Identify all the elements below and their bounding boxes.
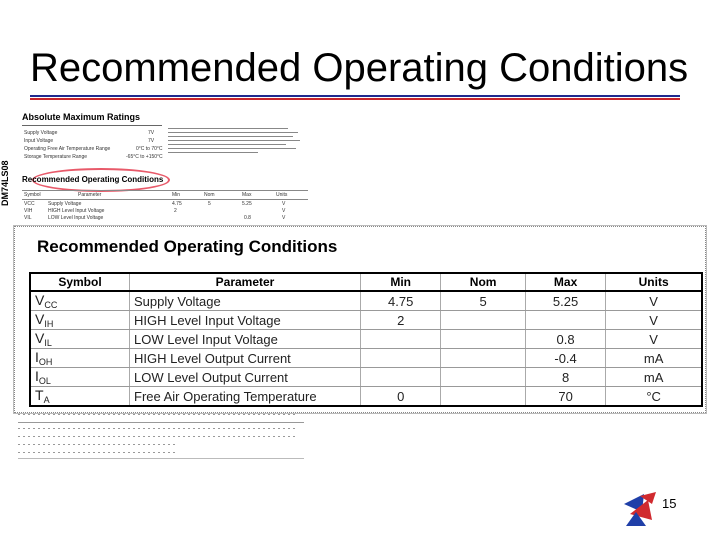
mini-cell: LOW Level Input Voltage xyxy=(48,215,104,221)
mini-header: Min xyxy=(172,192,181,198)
mini-header: Max xyxy=(242,192,252,198)
scan-line xyxy=(18,436,298,437)
units-cell: mA xyxy=(606,349,702,368)
max-cell: 0.8 xyxy=(525,330,605,349)
abs-row-value: 7V xyxy=(148,138,155,144)
mini-cell: VIL xyxy=(24,215,32,221)
part-number-label: DM74LS08 xyxy=(0,160,10,206)
mini-cell: 5.25 xyxy=(242,201,252,207)
table-row xyxy=(30,368,702,387)
mini-cell: VIH xyxy=(24,208,33,214)
symbol-subscript: OH xyxy=(38,357,53,367)
title-rule-blue xyxy=(30,95,680,97)
table-rule xyxy=(22,199,308,200)
nom-cell xyxy=(441,349,526,368)
table-row xyxy=(30,291,702,311)
table-header-row xyxy=(30,273,702,291)
mini-cell: Supply Voltage xyxy=(48,201,82,207)
col-header-min: Min xyxy=(361,273,441,291)
abs-row-value: 7V xyxy=(148,130,155,136)
table-row xyxy=(30,349,702,368)
mini-cell: 0.8 xyxy=(244,215,251,221)
logo-icon xyxy=(622,490,662,530)
table-row xyxy=(30,387,702,407)
slide-title: Recommended Operating Conditions xyxy=(30,46,689,90)
symbol-cell xyxy=(30,349,130,368)
symbol-letter: V xyxy=(35,311,45,327)
scan-line xyxy=(18,414,298,415)
mini-cell: 5 xyxy=(208,201,211,207)
min-cell: 2 xyxy=(361,311,441,330)
mini-cell: 2 xyxy=(174,208,177,214)
mini-cell: V xyxy=(282,215,286,221)
min-cell xyxy=(361,349,441,368)
parameter-cell: LOW Level Output Current xyxy=(130,368,361,387)
units-cell: V xyxy=(606,291,702,311)
abs-row-value: -65°C to +150°C xyxy=(126,154,163,160)
datasheet-note-text xyxy=(168,128,308,156)
col-header-symbol: Symbol xyxy=(30,273,130,291)
nom-cell xyxy=(441,330,526,349)
abs-row-label: Operating Free Air Temperature Range xyxy=(24,146,111,152)
mini-header: Symbol xyxy=(24,192,41,198)
symbol-subscript: IL xyxy=(44,338,52,348)
abs-row-value: 0°C to 70°C xyxy=(136,146,163,152)
col-header-nom: Nom xyxy=(441,273,526,291)
symbol-letter: I xyxy=(35,368,39,384)
symbol-subscript: A xyxy=(43,395,50,405)
callout-title: Recommended Operating Conditions xyxy=(37,237,338,256)
min-cell: 0 xyxy=(361,387,441,407)
mini-cell: HIGH Level Input Voltage xyxy=(48,208,105,214)
min-cell: 4.75 xyxy=(361,291,441,311)
table-row xyxy=(30,311,702,330)
abs-row-label: Supply Voltage xyxy=(24,130,58,136)
units-cell: °C xyxy=(606,387,702,407)
max-cell: 70 xyxy=(525,387,605,407)
symbol-cell xyxy=(30,330,130,349)
max-cell: 5.25 xyxy=(525,291,605,311)
nom-cell: 5 xyxy=(441,291,526,311)
abs-row-label: Input Voltage xyxy=(24,138,54,144)
nom-cell xyxy=(441,311,526,330)
symbol-subscript: IH xyxy=(44,319,54,329)
symbol-letter: V xyxy=(35,292,45,308)
max-cell: 8 xyxy=(525,368,605,387)
symbol-letter: T xyxy=(35,387,44,403)
mini-cell: V xyxy=(282,208,286,214)
divider xyxy=(22,125,162,126)
units-cell: mA xyxy=(606,368,702,387)
title-underline xyxy=(30,95,680,100)
symbol-cell xyxy=(30,311,130,330)
col-header-max: Max xyxy=(525,273,605,291)
symbol-letter: I xyxy=(35,349,39,365)
mini-header: Nom xyxy=(204,192,215,198)
table-row xyxy=(30,330,702,349)
title-rule-red xyxy=(30,98,680,100)
divider xyxy=(18,458,304,459)
units-cell: V xyxy=(606,311,702,330)
scan-line xyxy=(18,452,178,453)
divider xyxy=(18,422,304,423)
min-cell xyxy=(361,368,441,387)
symbol-subscript: OL xyxy=(38,376,51,386)
scan-line xyxy=(18,428,298,429)
parameter-cell: Free Air Operating Temperature xyxy=(130,387,361,407)
col-header-parameter: Parameter xyxy=(130,273,361,291)
parameter-cell: LOW Level Input Voltage xyxy=(130,330,361,349)
rec-op-table xyxy=(29,272,703,407)
parameter-cell: HIGH Level Input Voltage xyxy=(130,311,361,330)
mini-header: Parameter xyxy=(78,192,102,198)
units-cell: V xyxy=(606,330,702,349)
nom-cell xyxy=(441,387,526,407)
nom-cell xyxy=(441,368,526,387)
symbol-letter: V xyxy=(35,330,45,346)
abs-row-label: Storage Temperature Range xyxy=(24,154,88,160)
abs-max-heading: Absolute Maximum Ratings xyxy=(22,112,141,122)
symbol-cell xyxy=(30,368,130,387)
mini-cell: 4.75 xyxy=(172,201,182,207)
mini-cell: VCC xyxy=(24,201,35,207)
parameter-cell: Supply Voltage xyxy=(130,291,361,311)
symbol-cell xyxy=(30,387,130,407)
zoomed-table-callout xyxy=(14,226,706,413)
page-number: 15 xyxy=(662,496,677,511)
symbol-cell xyxy=(30,291,130,311)
symbol-subscript: CC xyxy=(44,300,58,310)
scan-line xyxy=(18,444,178,445)
table-rule xyxy=(22,190,308,191)
parameter-cell: HIGH Level Output Current xyxy=(130,349,361,368)
col-header-units: Units xyxy=(606,273,702,291)
min-cell xyxy=(361,330,441,349)
mini-cell: V xyxy=(282,201,286,207)
max-cell xyxy=(525,311,605,330)
rec-op-heading-small: Recommended Operating Conditions xyxy=(22,175,164,184)
max-cell: -0.4 xyxy=(525,349,605,368)
mini-header: Units xyxy=(276,192,288,198)
